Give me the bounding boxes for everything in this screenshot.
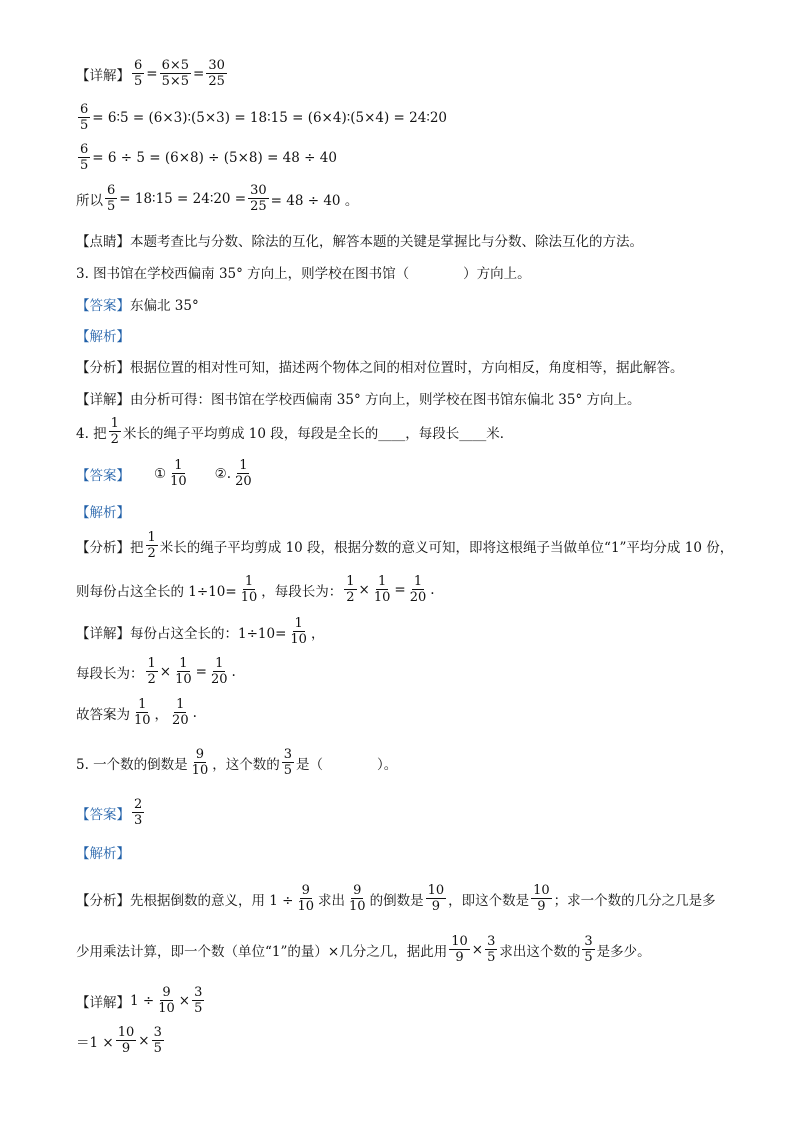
q4-detail: 【详解】 每份占这全长的：1÷10= $\frac{1}{10}$ ， [76,616,325,647]
fraction: $\frac{6\times 5}{5\times 5}$ [161,58,190,89]
fraction: $\frac{1}{2}$ [147,656,156,687]
fraction: $\frac{30}{25}$ [208,58,225,89]
tip-tag: 【点睛】 [76,234,130,250]
q4-final-answer: 故答案为 $\frac{1}{10}$ ， $\frac{1}{20}$ . [76,697,197,728]
fraction: $\frac{3}{5}$ [584,934,593,965]
ratio-expression: = 6∶5 = (6×3)∶(5×3) = 18∶15 = (6×4)∶(5×4) = 24∶20 [92,109,448,126]
fraction: $\frac{9}{10}$ [349,883,366,914]
fraction: $\frac{9}{10}$ [297,883,315,914]
q4-answer: 【答案】 ① $\frac{1}{10}$ ②. $\frac{1}{20}$ [76,458,252,489]
fraction: $\frac{1}{2}$ [346,574,355,605]
fraction: $\frac{3}{5}$ [283,747,292,778]
answer-tag: 【答案】 [76,467,130,484]
fraction: $\frac{3}{5}$ [487,934,496,965]
fraction: $\frac{6}{5}$ [80,142,89,173]
q4-analysis: 【分析】 把 $\frac{1}{2}$ 米长的绳子平均剪成 10 段，根据分数的意义可知，即将这根绳子当做单位“1”平均分成 10 份， [76,530,734,561]
fraction: $\frac{1}{2}$ [110,416,119,447]
q5-answer [76,797,146,828]
detail-line-1: 【详解】 $\frac{6}{5}$ = $\frac{6\times 5}{5\times 5}$ = $\frac{30}{25}$ [76,58,225,89]
division-line [76,142,337,173]
q5-detail: 【详解】 1 ÷ $\frac{9}{10}$ × $\frac{3}{5}$ [76,985,203,1016]
fraction: $\frac{9}{10}$ [158,985,175,1016]
ratio-line [76,102,447,133]
fraction: $\frac{10}{9}$ [451,934,468,965]
fraction: $\frac{10}{9}$ [117,1025,135,1056]
fraction: $\frac{9}{10}$ [191,747,209,778]
fraction: $\frac{6}{5}$ [107,183,116,214]
question-5: 5. 一个数的倒数是 $\frac{9}{10}$ ，这个数的 $\frac{3}{5}$ 是（ ）。 [76,747,398,778]
question-4: 4. 把 $\frac{1}{2}$ 米长的绳子平均剪成 10 段，每段是全长的____，每段长____米． [76,416,514,447]
fraction: $\frac{1}{10}$ [240,574,258,605]
fraction: $\frac{1}{10}$ [290,616,307,647]
fraction: $\frac{10}{9}$ [533,883,550,914]
q3-detail: 【详解】 由分析可得：图书馆在学校西偏南 35° 方向上，则学校在图书馆东偏北 35° 方向上。 [76,392,641,408]
fraction: $\frac{1}{10}$ [175,656,192,687]
q5-analysis-header [76,842,130,862]
analysis-tag: 【解析】 [76,329,130,345]
fraction: $\frac{30}{25}$ [250,183,267,214]
q4-analysis-header [76,501,130,521]
fraction: $\frac{1}{20}$ [210,656,228,687]
fraction: $\frac{1}{20}$ [172,697,189,728]
fraction: $\frac{1}{10}$ [134,697,151,728]
fraction: $\frac{3}{5}$ [194,985,203,1016]
fraction: $\frac{1}{20}$ [409,574,427,605]
fraction: $\frac{10}{9}$ [427,883,445,914]
conclusion-line: 所以 $\frac{6}{5}$ = 18∶15 = 24∶20 = $\frac{30}{25}$ = 48 ÷ 40 。 [76,183,359,214]
fraction: $\frac{6}{5}$ [80,102,89,133]
fraction: $\frac{1}{10}$ [170,458,187,489]
analysis-tag: 【解析】 [76,505,130,521]
detail-tag: 【详解】 [76,67,130,84]
q3-answer: 【答案】 东偏北 35° [76,294,199,314]
answer-tag: 【答案】 [76,806,130,823]
fraction: $\frac{1}{2}$ [147,530,156,561]
division-expression: = 6 ÷ 5 = (6×8) ÷ (5×8) = 48 ÷ 40 [92,149,337,166]
analysis-tag: 【解析】 [76,846,130,862]
q5-detail-2: ＝1 × $\frac{10}{9}$ × $\frac{3}{5}$ [76,1025,162,1056]
question-3: 3. 图书馆在学校西偏南 35° 方向上，则学校在图书馆（ ）方向上。 [76,266,531,282]
q5-analysis: 【分析】 先根据倒数的意义，用 1 ÷ $\frac{9}{10}$ 求出 $\frac{9}{10}$ 的倒数是 $\frac{10}{9}$ ，即这个数是 $\frac{10}{9}$ ；求一个数的几分之几是多 [76,883,716,914]
tip-line: 【点睛】 本题考查比与分数、除法的互化，解答本题的关键是掌握比与分数、除法互化的方法。 [76,230,643,250]
q3-analysis: 【分析】 根据位置的相对性可知，描述两个物体之间的相对位置时，方向相反，角度相等，据此解答。 [76,360,684,376]
answer-tag: 【答案】 [76,298,130,314]
q5-analysis-2: 少用乘法计算，即一个数（单位“1”的量）×几分之几，据此用 $\frac{10}{9}$ × $\frac{3}{5}$ 求出这个数的 $\frac{3}{5}$ 是多少。 [76,934,651,965]
fraction: $\frac{1}{20}$ [235,458,252,489]
q3-analysis-header [76,325,130,345]
q4-detail-2: 每段长为： $\frac{1}{2}$ × $\frac{1}{10}$ = $\frac{1}{20}$ . [76,656,236,687]
fraction: $\frac{1}{10}$ [373,574,391,605]
fraction: $\frac{3}{5}$ [153,1025,162,1056]
q4-analysis-2: 则每份占这全长的 1÷10= $\frac{1}{10}$ ，每段长为： $\frac{1}{2}$ × $\frac{1}{10}$ = $\frac{1}{20}$ . [76,574,435,605]
fraction: $\frac{6}{5}$ [134,58,143,89]
fraction: $\frac{2}{3}$ [134,797,143,828]
